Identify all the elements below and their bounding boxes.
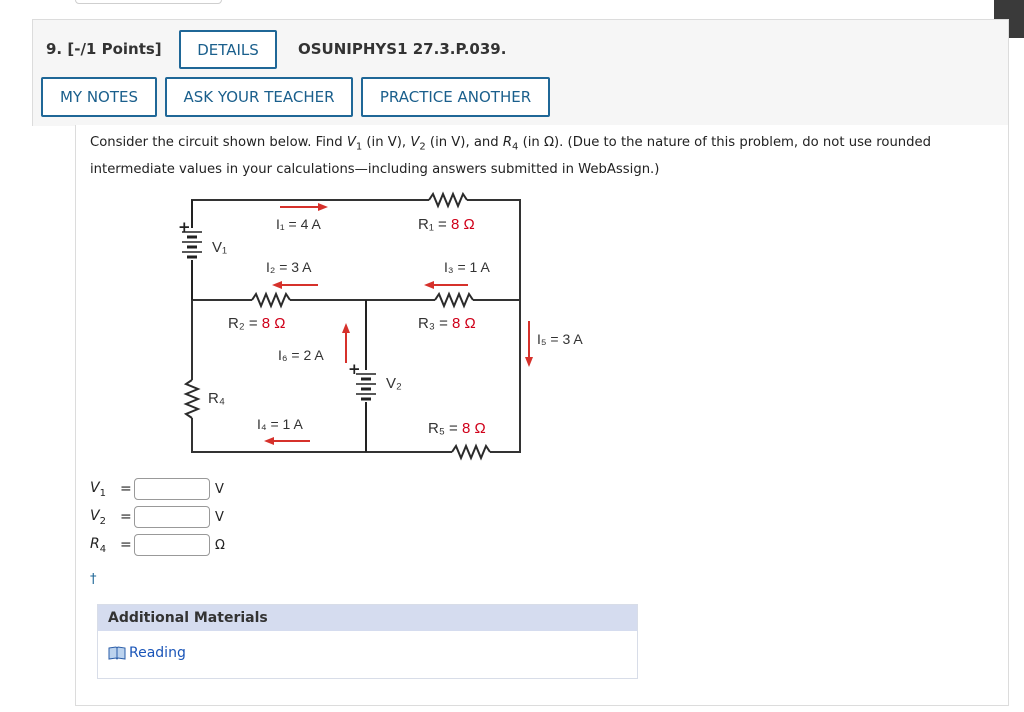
ask-your-teacher-button[interactable]: ASK YOUR TEACHER	[165, 77, 353, 117]
i2-label: I₂ = 3 A	[266, 259, 312, 275]
book-icon	[108, 646, 126, 660]
answer-row-r4	[90, 533, 225, 557]
answer-row-v2	[90, 505, 224, 529]
my-notes-button[interactable]: MY NOTES	[41, 77, 157, 117]
v2-answer-input[interactable]	[134, 506, 210, 528]
i3-label: I₃ = 1 A	[444, 259, 490, 275]
current-arrows	[264, 203, 533, 445]
question-number: 9. [-/1 Points]	[46, 40, 162, 58]
r1-label: R₁ = 8 Ω	[418, 216, 475, 233]
unit-label: V	[215, 481, 224, 497]
answer-variable: $V_1$	[90, 479, 106, 499]
answer-variable: $R_4$	[90, 535, 107, 555]
answer-row-v1	[90, 477, 224, 501]
answer-variable: $V_2$	[90, 507, 106, 527]
v2-plus-sign: +	[348, 360, 361, 378]
details-button[interactable]: DETAILS	[179, 30, 277, 69]
circuit-diagram	[170, 188, 610, 468]
equals-sign: =	[120, 509, 132, 525]
v1-label: V₁	[212, 239, 228, 256]
r2-label: R₂ = 8 Ω	[228, 315, 286, 332]
question-code: OSUNIPHYS1 27.3.P.039.	[298, 40, 507, 58]
i4-label: I₄ = 1 A	[257, 416, 303, 432]
v1-answer-input[interactable]	[134, 478, 210, 500]
i1-label: I₁ = 4 A	[276, 216, 321, 232]
i5-label: I₅ = 3 A	[537, 331, 583, 347]
reading-label: Reading	[129, 645, 186, 661]
v1-plus-sign: +	[178, 218, 191, 236]
unit-label: V	[215, 509, 224, 525]
additional-materials-title: Additional Materials	[98, 605, 637, 631]
equals-sign: =	[120, 537, 132, 553]
top-tab	[75, 0, 222, 4]
problem-statement: Consider the circuit shown below. Find $V_1$ (in V), $V_2$ (in V), and $R_4$ (in Ω). (Due to the nature of this problem, do not use rounded intermediate values in your calculations—including answers submitted in WebAssign.)	[90, 135, 932, 177]
footnote-dagger: †	[90, 572, 97, 587]
i6-label: I₆ = 2 A	[278, 347, 324, 363]
r4-label: R₄	[208, 390, 225, 407]
unit-label: Ω	[215, 537, 225, 553]
equals-sign: =	[120, 481, 132, 497]
practice-another-button[interactable]: PRACTICE ANOTHER	[361, 77, 550, 117]
r5-label: R₅ = 8 Ω	[428, 420, 486, 437]
r3-label: R₃ = 8 Ω	[418, 315, 476, 332]
additional-materials-panel	[97, 604, 638, 679]
v2-label: V₂	[386, 375, 402, 392]
r4-answer-input[interactable]	[134, 534, 210, 556]
reading-link[interactable]	[108, 645, 186, 661]
